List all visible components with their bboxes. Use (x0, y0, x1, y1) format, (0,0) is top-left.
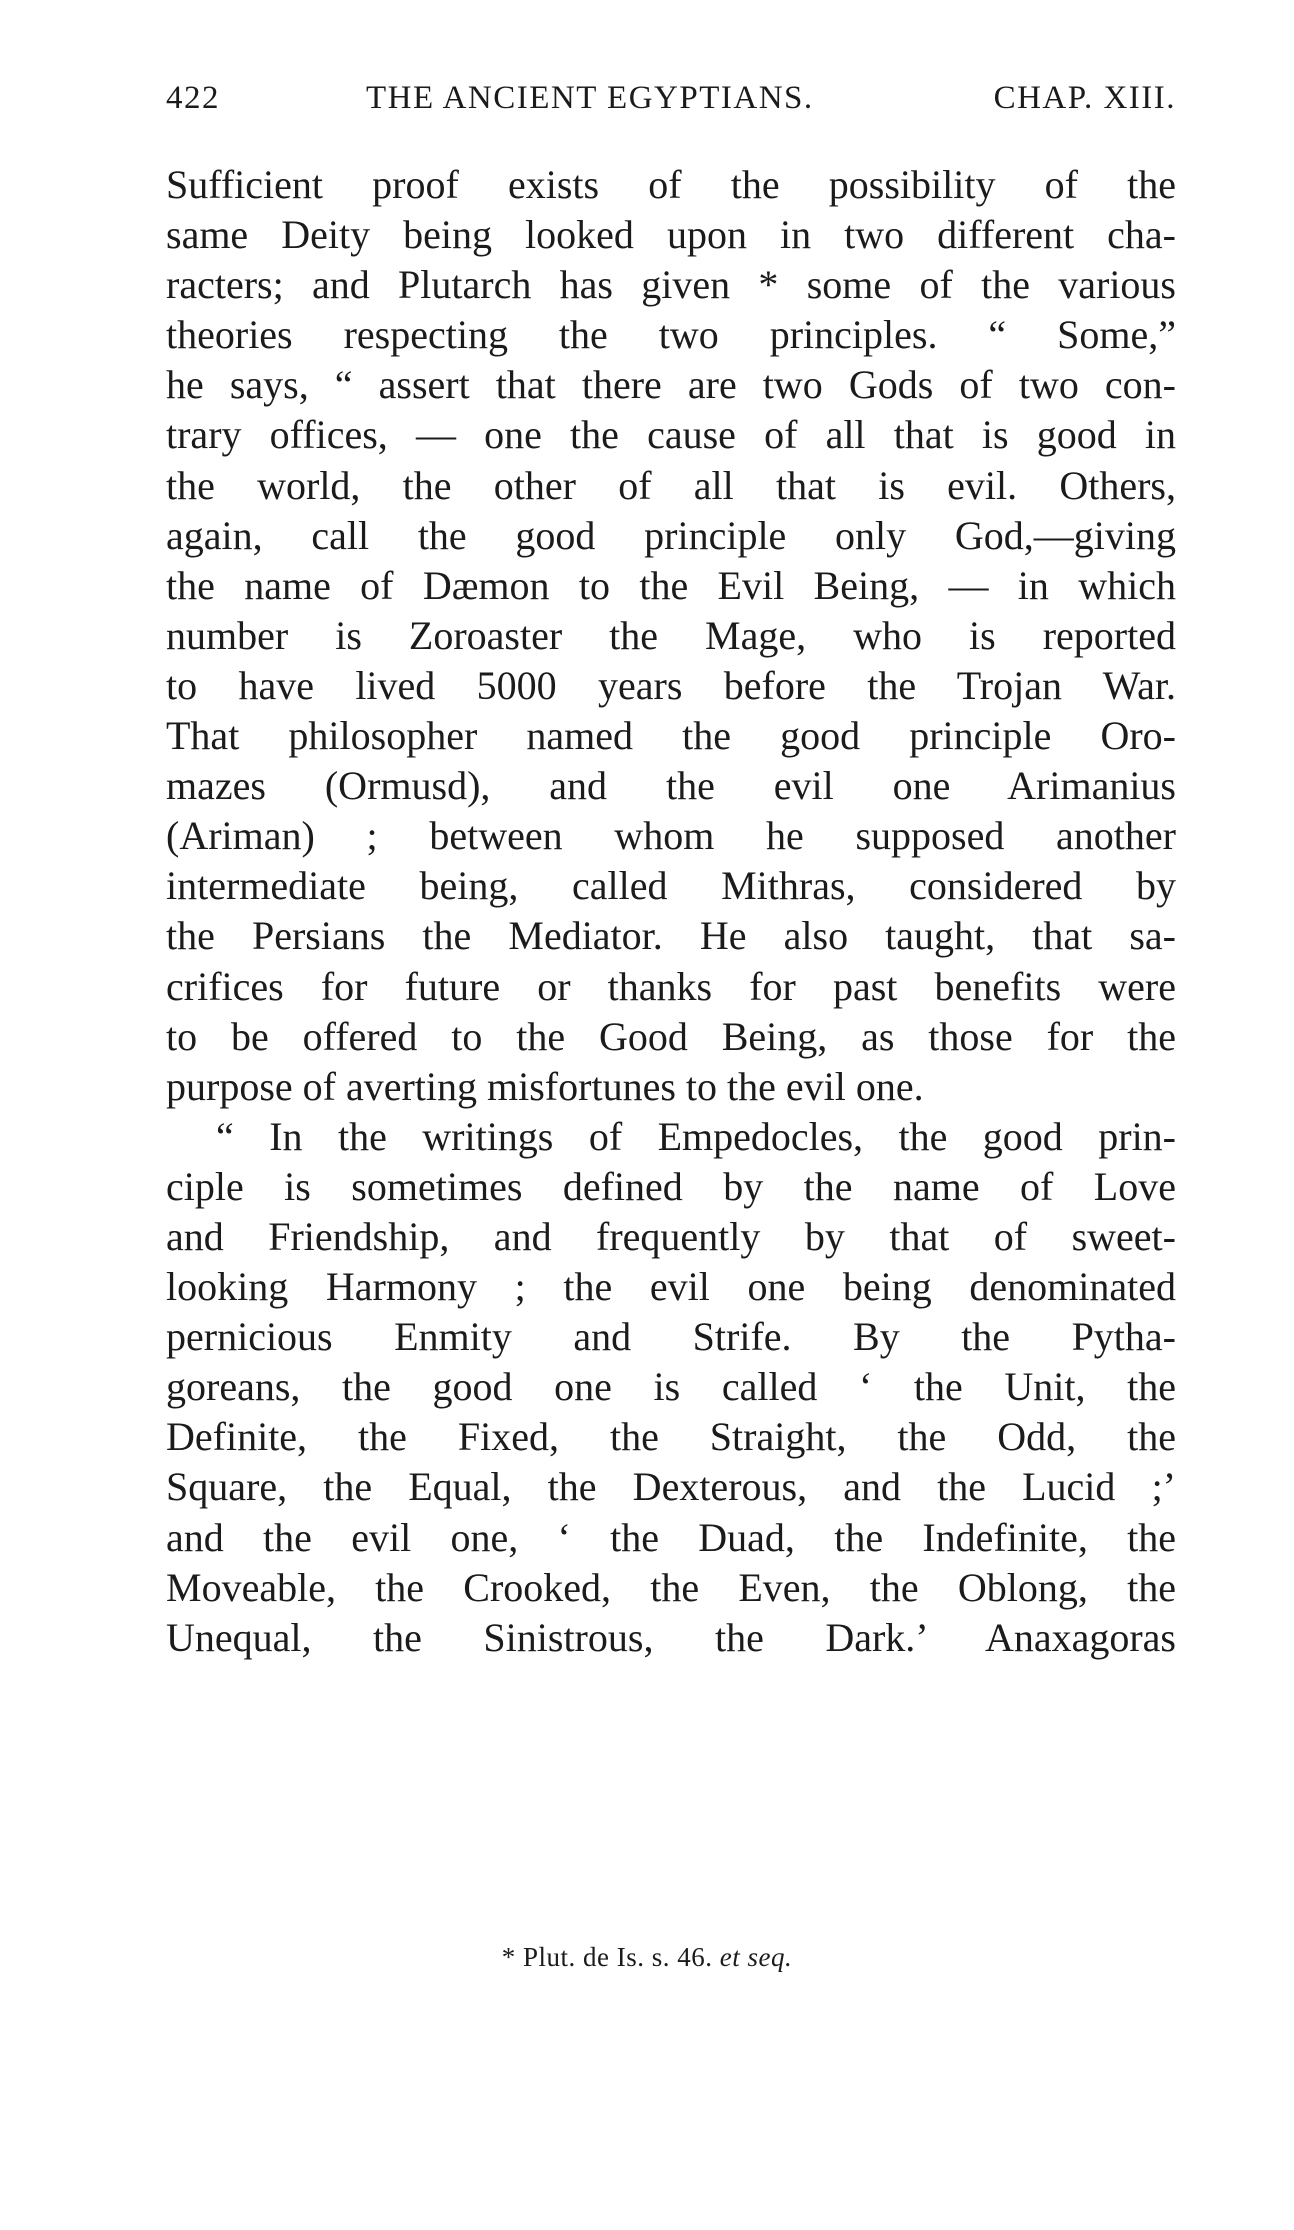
text-line: the Persians the Mediator. He also taught, that sa- (166, 913, 1176, 959)
text-line: racters; and Plutarch has given * some of the various (166, 262, 1176, 308)
text-line: same Deity being looked upon in two different cha- (166, 212, 1176, 258)
page-number: 422 (166, 80, 220, 116)
text-line: purpose of averting misfortunes to the evil one. (166, 1063, 924, 1109)
text-line: he says, “ assert that there are two Gods of two con- (166, 362, 1176, 408)
footnote (0, 1942, 1294, 1973)
text-line: again, call the good principle only God,—giving (166, 512, 1176, 558)
text-line: Unequal, the Sinistrous, the Dark.’ Anaxagoras (166, 1614, 1176, 1660)
text-line: goreans, the good one is called ‘ the Unit, the (166, 1364, 1176, 1410)
body-text (166, 160, 1176, 1663)
text-line: intermediate being, called Mithras, considered by (166, 863, 1176, 909)
text-line: the name of Dæmon to the Evil Being, — in which (166, 562, 1176, 608)
text-line: Sufficient proof exists of the possibility of the (166, 162, 1176, 207)
text-line: Definite, the Fixed, the Straight, the Odd, the (166, 1414, 1176, 1460)
running-title: THE ANCIENT EGYPTIANS. (366, 80, 814, 116)
text-line: to be offered to the Good Being, as those for the (166, 1013, 1176, 1059)
text-line: Moveable, the Crooked, the Even, the Oblong, the (166, 1564, 1176, 1610)
text-line: trary offices, — one the cause of all that is good in (166, 412, 1176, 458)
text-line: to have lived 5000 years before the Trojan War. (166, 662, 1176, 708)
text-line: and the evil one, ‘ the Duad, the Indefinite, the (166, 1514, 1176, 1560)
text-line: theories respecting the two principles. “ Some,” (166, 312, 1176, 358)
text-line: and Friendship, and frequently by that of sweet- (166, 1213, 1176, 1259)
text-line: (Ariman) ; between whom he supposed another (166, 813, 1176, 859)
text-line: mazes (Ormusd), and the evil one Arimanius (166, 763, 1176, 809)
text-line: “ In the writings of Empedocles, the good prin- (216, 1113, 1176, 1159)
text-line: ciple is sometimes defined by the name of Love (166, 1163, 1176, 1209)
running-head (166, 80, 1176, 130)
text-line: That philosopher named the good principle Oro- (166, 713, 1176, 759)
footnote-italic: et seq. (719, 1942, 793, 1972)
text-line: number is Zoroaster the Mage, who is reported (166, 612, 1176, 658)
footnote-text: * Plut. de Is. s. 46. (501, 1942, 713, 1972)
text-line: crifices for future or thanks for past benefits were (166, 963, 1176, 1009)
text-line: Square, the Equal, the Dexterous, and the Lucid ;’ (166, 1464, 1176, 1510)
text-line: looking Harmony ; the evil one being denominated (166, 1264, 1176, 1310)
text-line: the world, the other of all that is evil. Others, (166, 462, 1176, 508)
text-line: pernicious Enmity and Strife. By the Pytha- (166, 1314, 1176, 1360)
chapter-label: CHAP. XIII. (993, 80, 1176, 116)
